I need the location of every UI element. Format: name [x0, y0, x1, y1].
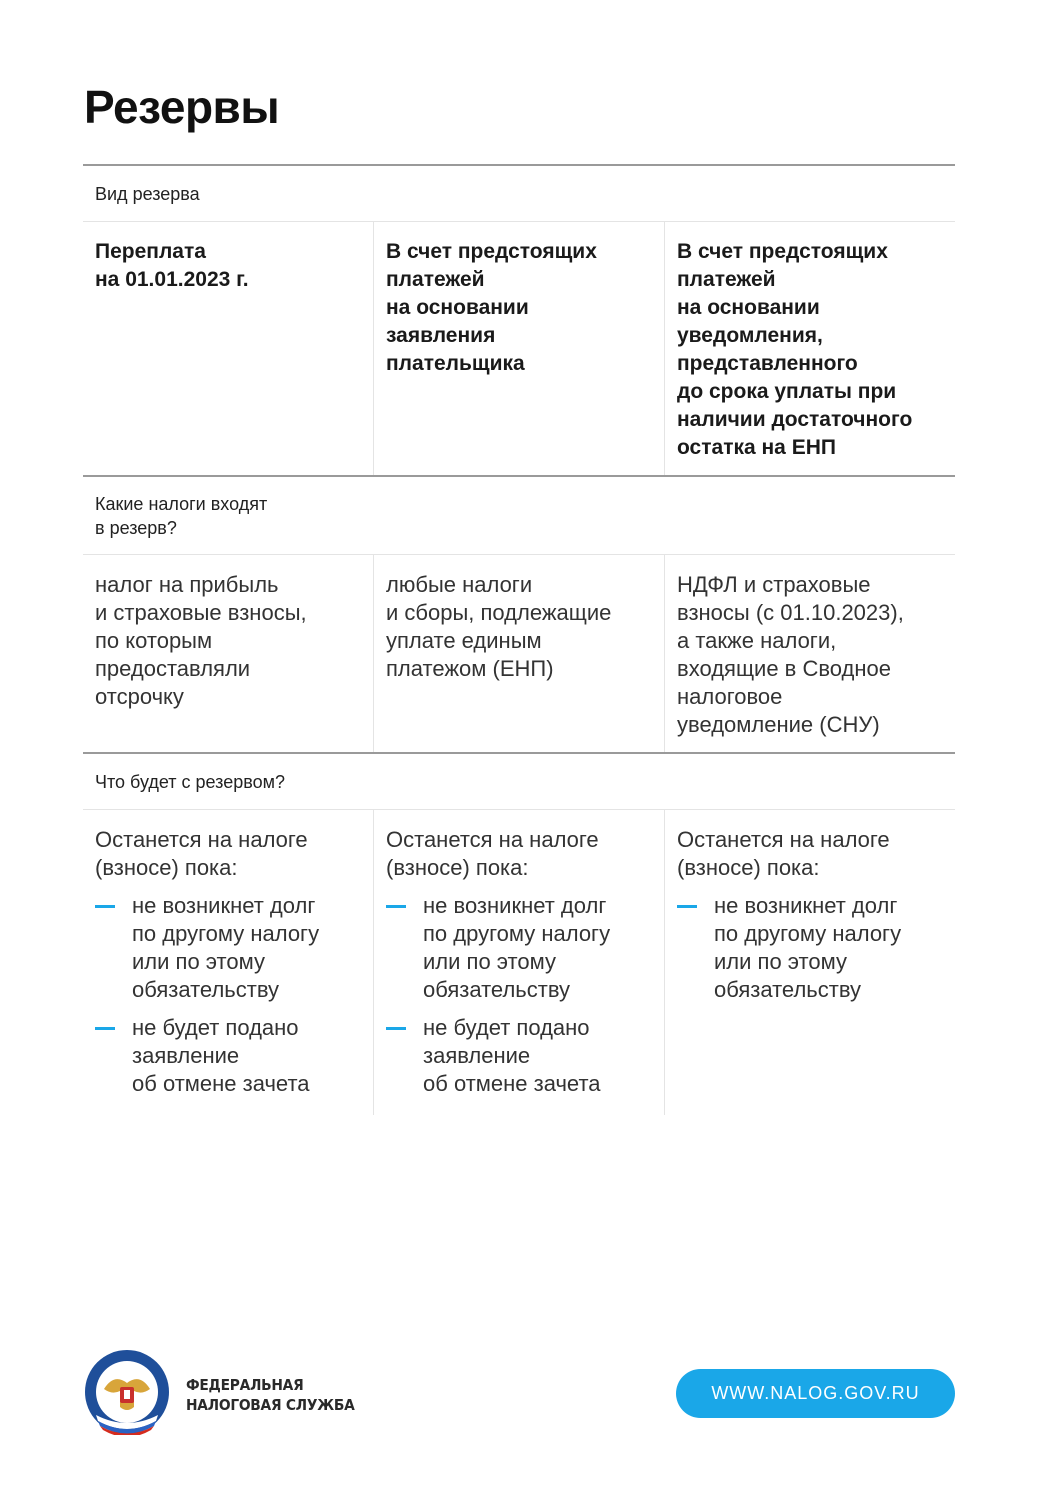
text-line: Останется на налоге [677, 827, 890, 852]
header-row [83, 222, 955, 475]
text-line: заявление [132, 1043, 240, 1068]
page-title: Резервы [84, 81, 280, 133]
text-line: предоставляли [95, 656, 251, 681]
section-label-result: Что будет с резервом? [95, 771, 285, 792]
header-line: на основании [386, 296, 529, 319]
org-name-line: ФЕДЕРАЛЬНАЯ [186, 1376, 304, 1394]
text-line: (взносе) пока: [677, 855, 820, 880]
text-line: а также налоги, [677, 628, 837, 653]
text-line: любые налоги [386, 572, 533, 597]
text-line: не возникнет долг [132, 893, 316, 918]
text-line: обязательству [714, 977, 862, 1002]
taxes-cell-3 [664, 555, 955, 752]
text-line: по другому налогу [423, 921, 611, 946]
section-label-taxes [83, 477, 955, 554]
taxes-cell-1 [83, 555, 373, 752]
text-line: по другому налогу [714, 921, 902, 946]
condition-list [386, 892, 652, 1098]
list-item [95, 892, 361, 1004]
section-label-line: Какие налоги входят [95, 493, 268, 514]
text-line: взносы (с 01.10.2023), [677, 600, 904, 625]
list-item [677, 892, 943, 1004]
text-line: платежом (ЕНП) [386, 656, 554, 681]
text-line: по другому налогу [132, 921, 320, 946]
text-line: и сборы, подлежащие [386, 600, 612, 625]
header-line: до срока уплаты при [677, 380, 897, 403]
result-row [83, 810, 955, 1115]
text-line: об отмене зачета [132, 1071, 310, 1096]
text-line: Останется на налоге [386, 827, 599, 852]
header-line: платежей [386, 268, 485, 291]
text-line: не возникнет долг [423, 893, 607, 918]
text-line: или по этому [714, 949, 847, 974]
header-line: остатка на ЕНП [677, 436, 836, 459]
header-line: платежей [677, 268, 776, 291]
text-line: не возникнет долг [714, 893, 898, 918]
text-line: обязательству [132, 977, 280, 1002]
section-label-type: Вид резерва [95, 183, 200, 204]
condition-list [95, 892, 361, 1098]
org-name-line: НАЛОГОВАЯ СЛУЖБА [186, 1396, 355, 1414]
org-name [186, 1375, 354, 1415]
header-line: наличии достаточного [677, 408, 913, 431]
text-line: не будет подано [132, 1015, 299, 1040]
text-line: об отмене зачета [423, 1071, 601, 1096]
text-line: или по этому [423, 949, 556, 974]
dash-icon [95, 1027, 115, 1030]
text-line: (взносе) пока: [95, 855, 238, 880]
header-line: плательщика [386, 352, 525, 375]
header-line: уведомления, [677, 324, 823, 347]
header-cell-1 [83, 222, 373, 475]
header-line: на основании [677, 296, 820, 319]
header-line: представленного [677, 352, 858, 375]
text-line: уведомление (СНУ) [677, 712, 880, 737]
text-line: не будет подано [423, 1015, 590, 1040]
taxes-cell-2 [373, 555, 664, 752]
text-line: по которым [95, 628, 213, 653]
text-line: уплате единым [386, 628, 542, 653]
result-cell-1 [83, 810, 373, 1115]
header-line: В счет предстоящих [677, 240, 888, 263]
text-line: и страховые взносы, [95, 600, 307, 625]
text-line: налог на прибыль [95, 572, 279, 597]
website-button[interactable]: WWW.NALOG.GOV.RU [676, 1369, 955, 1418]
dash-icon [95, 905, 115, 908]
text-line: НДФЛ и страховые [677, 572, 871, 597]
condition-list [677, 892, 943, 1004]
header-line: В счет предстоящих [386, 240, 597, 263]
text-line: входящие в Сводное [677, 656, 892, 681]
result-cell-3 [664, 810, 955, 1115]
list-item [95, 1014, 361, 1098]
text-line: обязательству [423, 977, 571, 1002]
text-line: (взносе) пока: [386, 855, 529, 880]
text-line: заявление [423, 1043, 531, 1068]
text-line: налоговое [677, 684, 783, 709]
dash-icon [677, 905, 697, 908]
dash-icon [386, 905, 406, 908]
header-cell-3 [664, 222, 955, 475]
reserves-table [83, 164, 955, 1115]
list-item [386, 1014, 652, 1098]
header-line: на 01.01.2023 г. [95, 268, 249, 291]
list-item [386, 892, 652, 1004]
header-line: Переплата [95, 240, 206, 263]
text-line: отсрочку [95, 684, 184, 709]
header-cell-2 [373, 222, 664, 475]
text-line: или по этому [132, 949, 265, 974]
section-label-line: в резерв? [95, 517, 177, 538]
taxes-row [83, 555, 955, 752]
text-line: Останется на налоге [95, 827, 308, 852]
fns-emblem-icon [84, 1349, 170, 1435]
result-cell-2 [373, 810, 664, 1115]
dash-icon [386, 1027, 406, 1030]
header-line: заявления [386, 324, 496, 347]
